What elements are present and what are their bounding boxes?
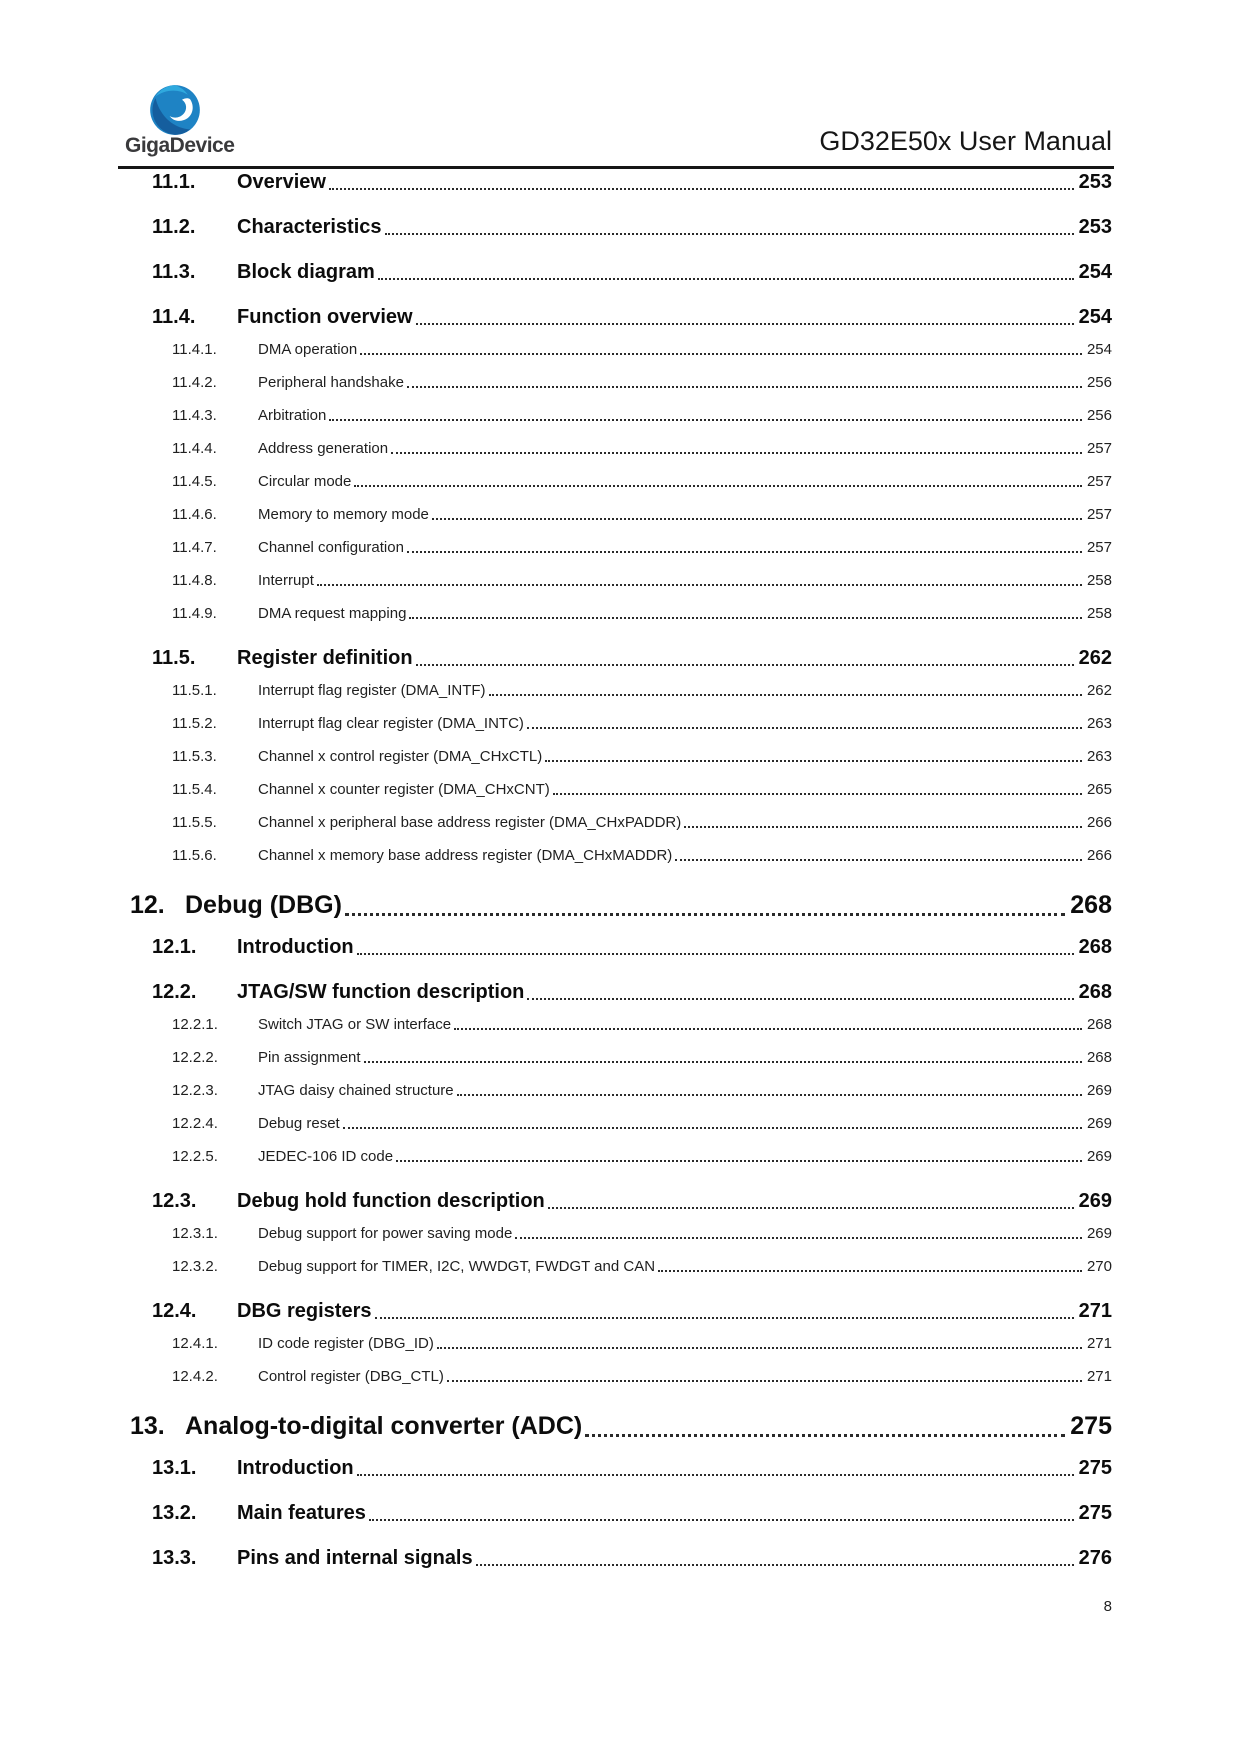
toc-entry-title: Pins and internal signals (237, 1547, 473, 1569)
toc-entry[interactable] (130, 891, 1112, 920)
toc-dot-leader (585, 1434, 1065, 1437)
toc-entry-number: 12. (130, 891, 165, 919)
toc-entry-page: 256 (1086, 407, 1112, 424)
toc-entry[interactable] (152, 216, 1112, 239)
toc-entry-title: Characteristics (237, 216, 382, 238)
brand-name: GigaDevice (125, 134, 235, 157)
toc-entry-title: Introduction (237, 1457, 354, 1479)
toc-entry-number: 12.2.2. (172, 1049, 218, 1066)
toc-entry-title: Overview (237, 171, 326, 193)
toc-entry-number: 11.4.7. (172, 539, 217, 556)
toc-entry-page: 263 (1086, 715, 1112, 732)
toc-entry[interactable] (152, 981, 1112, 1004)
toc-entry-title: Arbitration (258, 407, 327, 424)
toc-entry-page: 254 (1086, 341, 1112, 358)
toc-entry[interactable] (152, 647, 1112, 670)
toc-entry[interactable] (172, 847, 1112, 864)
toc-dot-leader (407, 386, 1082, 388)
toc-dot-leader (364, 1061, 1082, 1063)
toc-entry-number: 11.5.6. (172, 847, 217, 864)
toc-entry-number: 12.4. (152, 1300, 197, 1322)
toc-entry-page: 271 (1086, 1368, 1112, 1385)
toc-entry-page: 265 (1086, 781, 1112, 798)
toc-dot-leader (675, 859, 1082, 861)
toc-entry-page: 262 (1078, 647, 1112, 669)
toc-entry-title: Debug reset (258, 1115, 340, 1132)
toc-entry-title: DMA operation (258, 341, 358, 358)
toc-dot-leader (317, 584, 1082, 586)
toc-entry-page: 254 (1078, 261, 1112, 283)
toc-entry-number: 11.4. (152, 306, 196, 328)
toc-entry-number: 11.4.5. (172, 473, 217, 490)
toc-entry[interactable] (172, 1368, 1112, 1385)
toc-entry-title: Circular mode (258, 473, 352, 490)
toc-entry-number: 11.4.3. (172, 407, 217, 424)
toc-entry-title: Memory to memory mode (258, 506, 429, 523)
toc-entry-page: 269 (1086, 1082, 1112, 1099)
toc-entry-page: 276 (1078, 1547, 1112, 1569)
toc-entry-title: Channel x memory base address register (DMA_CHxMADDR) (258, 847, 673, 864)
toc-entry-number: 12.2.4. (172, 1115, 218, 1132)
toc-entry-number: 11.3. (152, 261, 196, 283)
toc-entry[interactable] (172, 605, 1112, 622)
toc-entry-number: 11.1. (152, 171, 196, 193)
toc-entry-title: Switch JTAG or SW interface (258, 1016, 452, 1033)
toc-entry-page: 258 (1086, 572, 1112, 589)
toc-entry[interactable] (152, 1547, 1112, 1570)
toc-entry-number: 11.5.2. (172, 715, 217, 732)
toc-dot-leader (369, 1519, 1074, 1521)
toc-entry-page: 268 (1078, 981, 1112, 1003)
toc-entry-page: 254 (1078, 306, 1112, 328)
toc-entry-title: Channel configuration (258, 539, 404, 556)
toc-entry[interactable] (172, 407, 1112, 424)
toc-entry-title: JEDEC-106 ID code (258, 1148, 394, 1165)
toc-entry[interactable] (172, 682, 1112, 699)
toc-entry[interactable] (172, 572, 1112, 589)
toc-entry-page: 266 (1086, 814, 1112, 831)
toc-dot-leader (476, 1564, 1074, 1566)
toc-entry-page: 262 (1086, 682, 1112, 699)
toc-entry-page: 270 (1086, 1258, 1112, 1275)
toc-entry[interactable] (172, 1225, 1112, 1242)
toc-entry[interactable] (152, 306, 1112, 329)
toc-entry-number: 11.4.1. (172, 341, 217, 358)
toc-entry-number: 13.3. (152, 1547, 197, 1569)
toc-dot-leader (354, 485, 1082, 487)
toc-dot-leader (437, 1347, 1082, 1349)
toc-entry[interactable] (172, 1082, 1112, 1099)
toc-entry-number: 11.5.5. (172, 814, 217, 831)
toc-dot-leader (527, 727, 1082, 729)
toc-dot-leader (553, 793, 1082, 795)
toc-entry-number: 13.1. (152, 1457, 197, 1479)
toc-entry-page: 257 (1086, 440, 1112, 457)
toc-entry-number: 11.5.3. (172, 748, 217, 765)
toc-entry-page: 253 (1078, 171, 1112, 193)
header-divider (118, 166, 1114, 169)
toc-entry[interactable] (152, 1190, 1112, 1213)
toc-dot-leader (432, 518, 1082, 520)
toc-entry[interactable] (152, 171, 1112, 194)
toc-entry[interactable] (152, 261, 1112, 284)
toc-entry-title: Debug support for power saving mode (258, 1225, 513, 1242)
toc-entry-page: 269 (1078, 1190, 1112, 1212)
toc-entry-number: 12.3. (152, 1190, 197, 1212)
toc-entry-number: 13. (130, 1412, 165, 1440)
toc-entry[interactable] (172, 440, 1112, 457)
toc-entry-title: Address generation (258, 440, 389, 457)
toc-entry-number: 11.5.1. (172, 682, 217, 699)
toc-entry-page: 263 (1086, 748, 1112, 765)
toc-entry-page: 257 (1086, 539, 1112, 556)
toc-entry-page: 256 (1086, 374, 1112, 391)
toc-entry[interactable] (172, 715, 1112, 732)
toc-dot-leader (345, 913, 1065, 916)
toc-entry-number: 11.5.4. (172, 781, 217, 798)
toc-dot-leader (416, 664, 1074, 666)
toc-entry-title: Peripheral handshake (258, 374, 404, 391)
toc-entry[interactable] (172, 814, 1112, 831)
toc-entry[interactable] (172, 781, 1112, 798)
toc-entry[interactable] (172, 748, 1112, 765)
toc-entry-number: 12.4.1. (172, 1335, 218, 1352)
toc-dot-leader (385, 233, 1074, 235)
toc-entry[interactable] (172, 1115, 1112, 1132)
toc-entry-title: Debug support for TIMER, I2C, WWDGT, FWDGT and CAN (258, 1258, 656, 1275)
toc-entry-number: 12.3.1. (172, 1225, 218, 1242)
toc-entry[interactable] (172, 1049, 1112, 1066)
toc-dot-leader (447, 1380, 1082, 1382)
toc-dot-leader (360, 353, 1082, 355)
toc-entry-title: JTAG daisy chained structure (258, 1082, 454, 1099)
toc-entry-title: Interrupt flag register (DMA_INTF) (258, 682, 486, 699)
toc-entry-page: 275 (1078, 1457, 1112, 1479)
toc-dot-leader (416, 323, 1074, 325)
toc-dot-leader (548, 1207, 1074, 1209)
toc-dot-leader (391, 452, 1082, 454)
toc-entry[interactable] (172, 1335, 1112, 1352)
toc-entry-page: 271 (1086, 1335, 1112, 1352)
toc-entry[interactable] (172, 506, 1112, 523)
gigadevice-logo-icon (148, 82, 202, 138)
toc-entry-number: 11.4.9. (172, 605, 217, 622)
toc-dot-leader (489, 694, 1082, 696)
toc-entry-page: 275 (1070, 1412, 1112, 1440)
toc-entry-number: 12.1. (152, 936, 197, 958)
toc-dot-leader (545, 760, 1082, 762)
toc-entry-number: 12.2.5. (172, 1148, 218, 1165)
toc-entry-number: 11.4.4. (172, 440, 217, 457)
toc-entry-number: 12.2.3. (172, 1082, 218, 1099)
toc-entry-page: 271 (1078, 1300, 1112, 1322)
toc-entry-title: Register definition (237, 647, 413, 669)
toc-entry-page: 268 (1086, 1016, 1112, 1033)
toc-entry[interactable] (152, 1457, 1112, 1480)
toc-dot-leader (407, 551, 1082, 553)
toc-entry-title: Interrupt flag clear register (DMA_INTC) (258, 715, 524, 732)
toc-entry-title: Debug hold function description (237, 1190, 545, 1212)
toc-entry-title: Pin assignment (258, 1049, 361, 1066)
toc-entry-title: DMA request mapping (258, 605, 407, 622)
toc-entry-title: DBG registers (237, 1300, 372, 1322)
toc-dot-leader (396, 1160, 1082, 1162)
toc-entry[interactable] (172, 1258, 1112, 1275)
toc-entry-number: 12.4.2. (172, 1368, 218, 1385)
toc-entry-title: Channel x counter register (DMA_CHxCNT) (258, 781, 550, 798)
toc-entry-page: 269 (1086, 1115, 1112, 1132)
toc-dot-leader (357, 1474, 1074, 1476)
toc-dot-leader (658, 1270, 1082, 1272)
toc-entry-page: 268 (1070, 891, 1112, 919)
toc-entry-title: Introduction (237, 936, 354, 958)
toc-dot-leader (329, 419, 1082, 421)
toc-entry-number: 11.4.2. (172, 374, 217, 391)
toc-entry[interactable] (152, 1502, 1112, 1525)
toc-dot-leader (684, 826, 1082, 828)
toc-entry-title: Block diagram (237, 261, 375, 283)
toc-dot-leader (409, 617, 1082, 619)
toc-entry-page: 268 (1078, 936, 1112, 958)
toc-entry-title: Channel x control register (DMA_CHxCTL) (258, 748, 543, 765)
toc-entry[interactable] (172, 1016, 1112, 1033)
toc-entry[interactable] (172, 473, 1112, 490)
toc-entry[interactable] (130, 1412, 1112, 1441)
toc-entry[interactable] (172, 374, 1112, 391)
toc-entry-page: 275 (1078, 1502, 1112, 1524)
toc-entry-title: Main features (237, 1502, 366, 1524)
toc-entry-number: 12.2. (152, 981, 197, 1003)
toc-entry-number: 11.4.6. (172, 506, 217, 523)
toc-dot-leader (527, 998, 1073, 1000)
toc-entry[interactable] (152, 936, 1112, 959)
toc-entry-page: 269 (1086, 1225, 1112, 1242)
toc-entry-title: Channel x peripheral base address register (DMA_CHxPADDR) (258, 814, 682, 831)
toc-dot-leader (329, 188, 1074, 190)
document-title: GD32E50x User Manual (819, 126, 1112, 156)
toc-dot-leader (515, 1237, 1082, 1239)
toc-entry-number: 13.2. (152, 1502, 197, 1524)
toc-entry-page: 257 (1086, 506, 1112, 523)
toc-entry-page: 258 (1086, 605, 1112, 622)
toc-entry[interactable] (172, 539, 1112, 556)
toc-dot-leader (378, 278, 1074, 280)
toc-entry-title: Analog-to-digital converter (ADC) (185, 1412, 583, 1440)
toc-entry-number: 11.4.8. (172, 572, 217, 589)
toc-entry[interactable] (172, 1148, 1112, 1165)
toc-entry[interactable] (152, 1300, 1112, 1323)
toc-dot-leader (375, 1317, 1074, 1319)
toc-entry-title: ID code register (DBG_ID) (258, 1335, 434, 1352)
toc-entry-title: Debug (DBG) (185, 891, 342, 919)
toc-entry-number: 12.3.2. (172, 1258, 218, 1275)
toc-entry-title: Function overview (237, 306, 413, 328)
footer-page-number: 8 (1103, 1598, 1112, 1615)
toc-entry-page: 253 (1078, 216, 1112, 238)
toc-entry-page: 269 (1086, 1148, 1112, 1165)
toc-entry-number: 11.2. (152, 216, 196, 238)
toc-entry-title: Control register (DBG_CTL) (258, 1368, 444, 1385)
toc-entry-page: 268 (1086, 1049, 1112, 1066)
toc-entry-title: Interrupt (258, 572, 314, 589)
toc-dot-leader (343, 1127, 1082, 1129)
toc-entry-number: 11.5. (152, 647, 196, 669)
toc-entry-title: JTAG/SW function description (237, 981, 525, 1003)
toc-dot-leader (457, 1094, 1082, 1096)
toc-entry-number: 12.2.1. (172, 1016, 218, 1033)
toc-dot-leader (357, 953, 1074, 955)
toc-entry-page: 266 (1086, 847, 1112, 864)
toc-dot-leader (454, 1028, 1082, 1030)
toc-entry[interactable] (172, 341, 1112, 358)
toc-entry-page: 257 (1086, 473, 1112, 490)
